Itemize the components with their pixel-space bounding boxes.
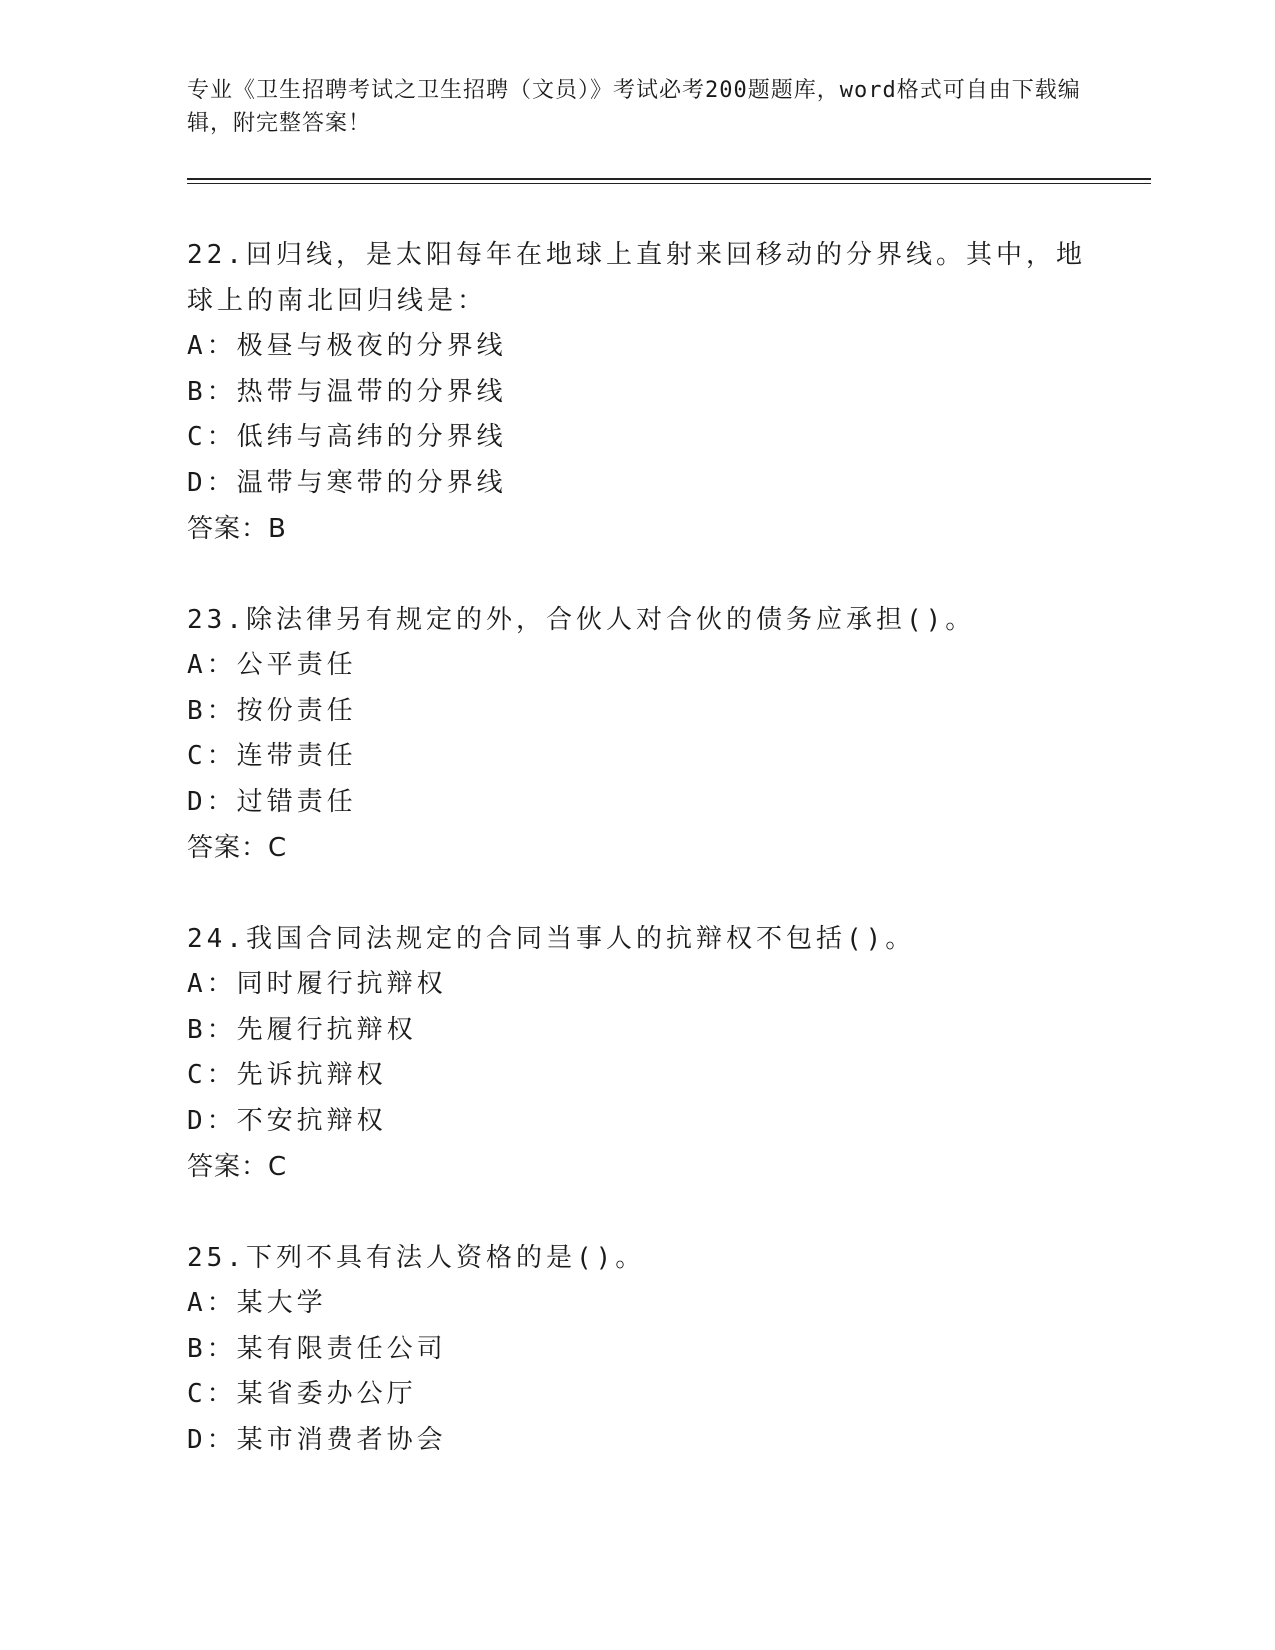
- option-b: B：按份责任: [187, 695, 357, 726]
- option-a: A：某大学: [187, 1288, 327, 1318]
- question-stem: 24.我国合同法规定的合同当事人的抗辩权不包括()。: [187, 924, 916, 954]
- option-d: D：不安抗辩权: [187, 1105, 387, 1136]
- header-rule-thin: [187, 183, 1151, 184]
- document-header: 专业《卫生招聘考试之卫生招聘（文员）》考试必考200题题库，word格式可自由下载编辑，附完整答案！: [187, 78, 1081, 136]
- option-c: C：某省委办公厅: [187, 1379, 417, 1409]
- option-a: A：同时履行抗辩权: [187, 969, 447, 999]
- question-list: [187, 232, 1087, 1508]
- option-c: C：先诉抗辩权: [187, 1060, 387, 1090]
- answer: 答案：C: [187, 833, 288, 863]
- question-22: [187, 232, 1087, 552]
- option-d: D：某市消费者协会: [187, 1424, 447, 1455]
- question-stem: 22.回归线，是太阳每年在地球上直射来回移动的分界线。其中，地球上的南北回归线是：: [187, 240, 1086, 316]
- option-c: C：低纬与高纬的分界线: [187, 422, 507, 452]
- question-stem: 25.下列不具有法人资格的是()。: [187, 1243, 646, 1273]
- option-a: A：公平责任: [187, 650, 357, 680]
- option-b: B：热带与温带的分界线: [187, 376, 507, 407]
- option-a: A：极昼与极夜的分界线: [187, 331, 507, 361]
- option-c: C：连带责任: [187, 741, 357, 771]
- option-b: B：某有限责任公司: [187, 1333, 447, 1364]
- question-23: [187, 597, 1087, 871]
- question-stem: 23.除法律另有规定的外，合伙人对合伙的债务应承担()。: [187, 605, 976, 635]
- option-d: D：温带与寒带的分界线: [187, 467, 507, 498]
- question-24: [187, 916, 1087, 1190]
- answer: 答案：B: [187, 514, 287, 544]
- header-rule-thick: [187, 178, 1151, 180]
- question-25: [187, 1235, 1087, 1463]
- option-b: B：先履行抗辩权: [187, 1014, 417, 1045]
- option-d: D：过错责任: [187, 786, 357, 817]
- answer: 答案：C: [187, 1152, 288, 1182]
